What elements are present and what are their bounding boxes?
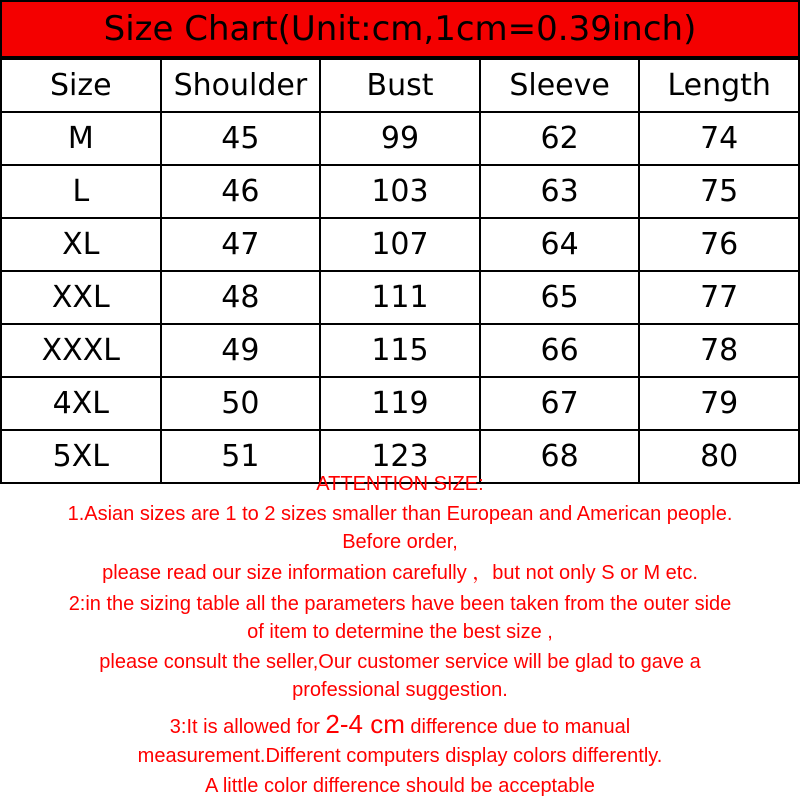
table-row: [1, 324, 799, 377]
cell-shoulder: 48: [161, 271, 321, 324]
cell-length: 80: [639, 430, 799, 483]
cell-sleeve: 68: [480, 430, 640, 483]
note-line-10: A little color difference should be acceptable: [205, 775, 595, 797]
cell-bust: 119: [320, 377, 480, 430]
table-row: [1, 165, 799, 218]
cell-bust: 123: [320, 430, 480, 483]
cell-length: 78: [639, 324, 799, 377]
cell-bust: 115: [320, 324, 480, 377]
cell-length: 74: [639, 112, 799, 165]
header-length: Length: [639, 59, 799, 112]
cell-bust: 107: [320, 218, 480, 271]
cell-size: M: [1, 112, 161, 165]
cell-sleeve: 67: [480, 377, 640, 430]
header-shoulder: Shoulder: [161, 59, 321, 112]
cell-bust: 111: [320, 271, 480, 324]
attention-notes: [0, 472, 800, 800]
cell-length: 79: [639, 377, 799, 430]
chart-title: Size Chart(Unit:cm,1cm=0.39inch): [0, 0, 800, 58]
cell-sleeve: 66: [480, 324, 640, 377]
cell-length: 77: [639, 271, 799, 324]
cell-bust: 103: [320, 165, 480, 218]
cell-length: 75: [639, 165, 799, 218]
cell-size: XXL: [1, 271, 161, 324]
cell-shoulder: 45: [161, 112, 321, 165]
cell-sleeve: 63: [480, 165, 640, 218]
note-line-8: [0, 709, 800, 739]
note-line-3: please read our size information carefully ，but not only S or M etc.: [102, 562, 698, 584]
cell-shoulder: 46: [161, 165, 321, 218]
cell-sleeve: 65: [480, 271, 640, 324]
size-table: [0, 58, 800, 484]
cell-size: XXXL: [1, 324, 161, 377]
note-line-7: professional suggestion.: [292, 679, 508, 701]
cell-sleeve: 64: [480, 218, 640, 271]
cell-shoulder: 47: [161, 218, 321, 271]
header-size: Size: [1, 59, 161, 112]
notes-heading: ATTENTION SIZE:: [316, 473, 484, 495]
header-sleeve: Sleeve: [480, 59, 640, 112]
cell-shoulder: 49: [161, 324, 321, 377]
table-header-row: [1, 59, 799, 112]
table-row: [1, 271, 799, 324]
table-row: [1, 218, 799, 271]
cell-sleeve: 62: [480, 112, 640, 165]
note-tolerance-highlight: 2-4 cm: [325, 709, 405, 739]
cell-length: 76: [639, 218, 799, 271]
note-line-8-post: difference due to manual: [404, 716, 631, 738]
header-bust: Bust: [320, 59, 480, 112]
cell-size: XL: [1, 218, 161, 271]
note-line-9: measurement.Different computers display colors differently.: [137, 745, 663, 767]
cell-shoulder: 51: [161, 430, 321, 483]
table-row: [1, 112, 799, 165]
cell-shoulder: 50: [161, 377, 321, 430]
note-line-2: Before order,: [342, 531, 458, 553]
note-line-4: 2:in the sizing table all the parameters have been taken from the outer side: [68, 593, 732, 615]
note-line-8-pre: 3:It is allowed for: [169, 716, 326, 738]
note-line-5: of item to determine the best size ,: [247, 621, 553, 643]
cell-size: L: [1, 165, 161, 218]
note-line-1: 1.Asian sizes are 1 to 2 sizes smaller than European and American people.: [67, 503, 733, 525]
cell-size: 4XL: [1, 377, 161, 430]
cell-bust: 99: [320, 112, 480, 165]
cell-size: 5XL: [1, 430, 161, 483]
note-line-6: please consult the seller,Our customer service will be glad to gave a: [99, 651, 701, 673]
table-row: [1, 377, 799, 430]
